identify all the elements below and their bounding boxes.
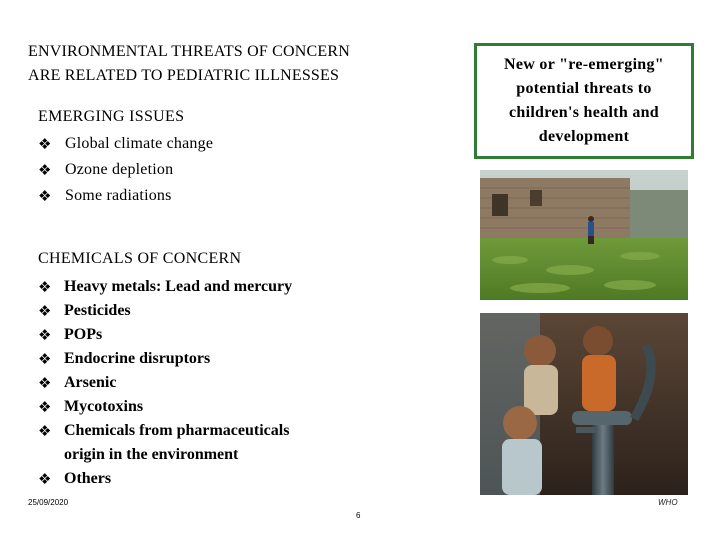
list-item-text: Mycotoxins: [64, 398, 144, 415]
slide-title-line-1: ENVIRONMENTAL THREATS OF CONCERN: [28, 43, 351, 60]
list-item-text: POPs: [64, 326, 103, 343]
diamond-bullet-icon: ❖: [38, 374, 52, 392]
list-item: [38, 347, 292, 371]
list-item: [38, 299, 292, 323]
chemicals-list: [38, 275, 292, 491]
diamond-bullet-icon: ❖: [38, 187, 52, 205]
diamond-bullet-icon: ❖: [38, 135, 52, 153]
slide-title-line-2: ARE RELATED TO PEDIATRIC ILLNESSES: [28, 67, 340, 84]
list-item-text: Heavy metals: Lead and mercury: [64, 278, 293, 295]
page-number: 6: [356, 511, 361, 520]
list-item-text: Some radiations: [65, 187, 172, 204]
list-item-text: Ozone depletion: [65, 161, 174, 178]
emerging-issues-list: [38, 131, 213, 209]
list-item-continuation: origin in the environment: [64, 446, 239, 463]
list-item: [38, 131, 213, 157]
list-item-text: Others: [64, 470, 112, 487]
callout-text: New or "re-emerging" potential threats to children's health and development: [503, 56, 664, 145]
list-item: [38, 275, 292, 299]
footer-date: 25/09/2020: [28, 498, 69, 507]
list-item: [38, 323, 292, 347]
diamond-bullet-icon: ❖: [38, 278, 52, 296]
list-item-text: Arsenic: [64, 374, 117, 391]
slide-title: [28, 40, 458, 88]
diamond-bullet-icon: ❖: [38, 350, 52, 368]
diamond-bullet-icon: ❖: [38, 302, 52, 320]
diamond-bullet-icon: ❖: [38, 326, 52, 344]
diamond-bullet-icon: ❖: [38, 398, 52, 416]
list-item-text: Global climate change: [65, 135, 214, 152]
threats-callout-box: [474, 43, 694, 159]
list-item-text: Pesticides: [64, 302, 131, 319]
emerging-issues-heading: EMERGING ISSUES: [38, 108, 185, 125]
list-item: [38, 183, 213, 209]
list-item-text: Endocrine disruptors: [64, 350, 211, 367]
children-hand-pump-photo: [480, 313, 688, 495]
diamond-bullet-icon: ❖: [38, 161, 52, 179]
list-item: [38, 157, 213, 183]
photo-credit: WHO: [658, 498, 678, 507]
list-item-text: Chemicals from pharmaceuticals: [64, 422, 290, 439]
list-item: [38, 371, 292, 395]
list-item: [38, 467, 292, 491]
chemicals-heading: CHEMICALS OF CONCERN: [38, 250, 242, 267]
diamond-bullet-icon: ❖: [38, 422, 52, 440]
list-item: [38, 419, 292, 467]
list-item: [38, 395, 292, 419]
diamond-bullet-icon: ❖: [38, 470, 52, 488]
flooded-village-photo: [480, 170, 688, 300]
